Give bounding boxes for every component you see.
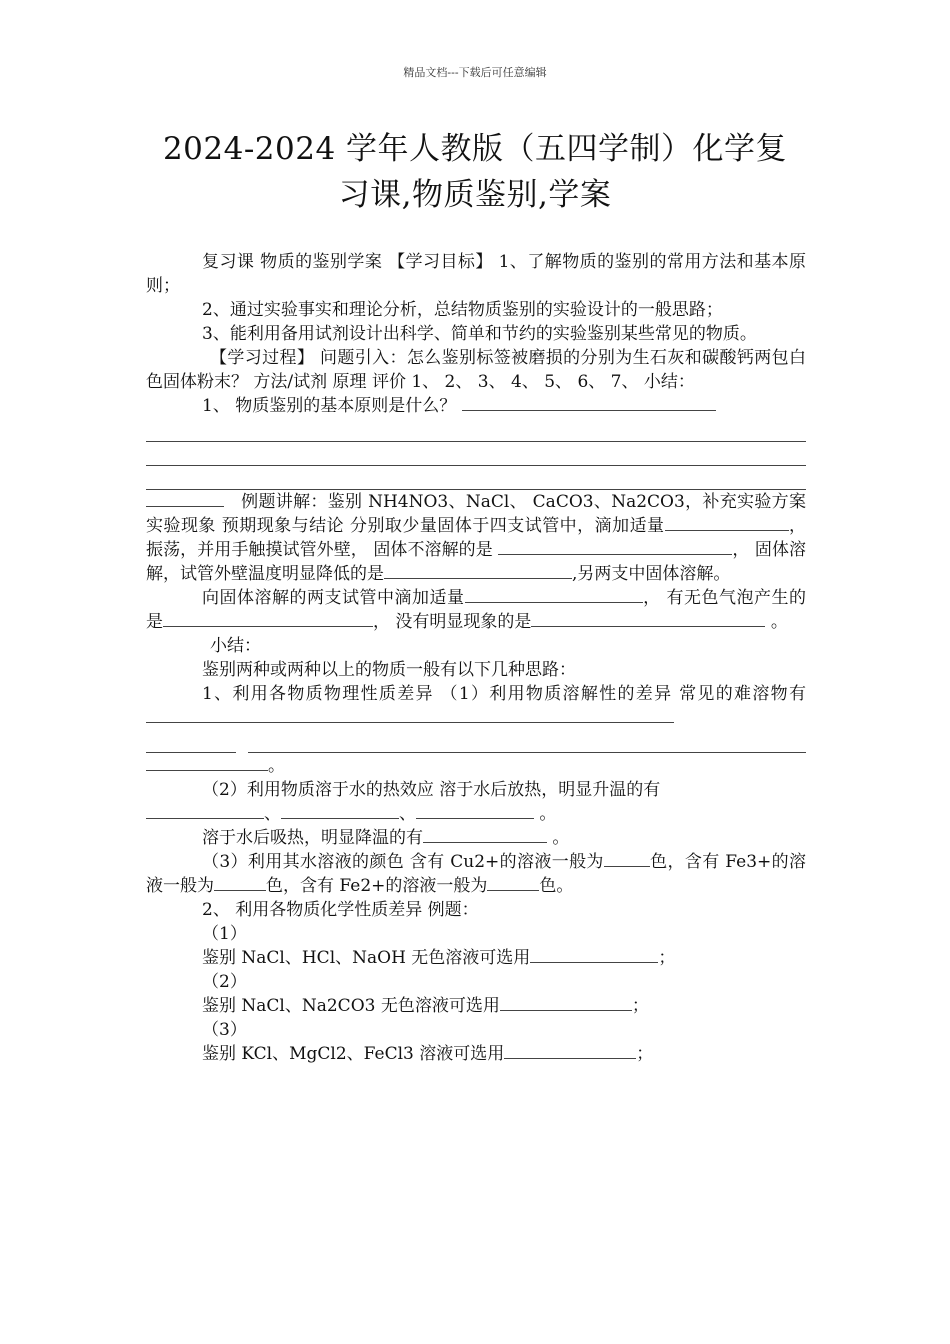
answer-blank[interactable]: [665, 514, 789, 531]
answer-blank[interactable]: [504, 1042, 636, 1059]
exercise-3-text: 鉴别 KCl、MgCl2、FeCl3 溶液可选用: [202, 1044, 505, 1064]
answer-blank[interactable]: [530, 946, 658, 963]
summary-heading: 小结：: [210, 636, 261, 656]
summary-line-2-text: 1、利用各物质物理性质差异 （1）利用物质溶解性的差异 常见的难溶物有: [202, 684, 806, 704]
answer-line[interactable]: [146, 466, 806, 490]
answer-blank[interactable]: [248, 736, 806, 753]
exercise-2-text: 鉴别 NaCl、Na2CO3 无色溶液可选用: [202, 996, 500, 1016]
summary-line-2-end: [146, 754, 806, 778]
answer-blank[interactable]: [498, 538, 732, 555]
heat-effect-blanks: [146, 802, 806, 826]
summary-line-1: 鉴别两种或两种以上的物质一般有以下几种思路：: [202, 660, 576, 680]
answer-blank[interactable]: [146, 706, 674, 723]
exercise-3-end: ；: [636, 1044, 654, 1064]
cooling-text: 溶于水后吸热，明显降温的有: [202, 828, 423, 848]
color-text-a: （3）利用其水溶液的颜色 含有 Cu2+的溶液一般为: [202, 852, 604, 872]
answer-blank[interactable]: [146, 736, 236, 753]
paragraph-process: 【学习过程】 问题引入：怎么鉴别标签被磨损的分别为生石灰和碳酸钙两包白色固体粉末？ 方法/试剂 原理 评价 1、 2、 3、 4、 5、 6、 7、 小结：: [146, 348, 806, 392]
example2-text-b: ， 有无色气泡产生的是: [146, 588, 807, 632]
answer-blank[interactable]: [423, 826, 547, 843]
answer-blank[interactable]: [465, 586, 643, 603]
answer-line[interactable]: [146, 418, 806, 442]
question-1: [146, 394, 806, 418]
document-body: [146, 250, 806, 1066]
item-number-1: （1）: [202, 924, 247, 944]
period: 。: [268, 756, 285, 776]
answer-blank[interactable]: [146, 490, 224, 507]
answer-blank[interactable]: [146, 754, 268, 771]
paragraph-objective-2: 2、通过实验事实和理论分析，总结物质鉴别的实验设计的一般思路；: [202, 300, 723, 320]
answer-blank[interactable]: [604, 850, 650, 867]
exercise-2-end: ；: [631, 996, 649, 1016]
answer-blank[interactable]: [281, 802, 399, 819]
answer-blank[interactable]: [416, 802, 534, 819]
title-line-2: 习课,物质鉴别,学案: [338, 177, 612, 213]
exercise-3: [146, 1042, 806, 1066]
exercise-1-text: 鉴别 NaCl、HCl、NaOH 无色溶液可选用: [202, 948, 531, 968]
color-line: [146, 850, 806, 898]
color-text-d: 色。: [539, 876, 574, 896]
item-number-3: （3）: [202, 1020, 247, 1040]
answer-blank[interactable]: [601, 610, 765, 627]
answer-blank[interactable]: [214, 874, 266, 891]
summary-line-2: [146, 682, 806, 730]
paragraph-objective-1: 复习课 物质的鉴别学案 【学习目标】 1、了解物质的鉴别的常用方法和基本原则；: [146, 252, 806, 296]
cooling-end: 。: [552, 828, 570, 848]
item-number-2: （2）: [202, 972, 247, 992]
paragraph-objective-3: 3、能利用备用试剂设计出科学、简单和节约的实验鉴别某些常见的物质。: [202, 324, 757, 344]
example-text-c: ， 固体溶解，试管外壁温度明显降低的是: [146, 540, 807, 584]
example-text-d: ,另两支中固体溶解。: [572, 564, 731, 584]
answer-blank[interactable]: [500, 994, 632, 1011]
answer-line-split: [146, 730, 806, 754]
chemical-property-line: 2、 利用各物质化学性质差异 例题：: [202, 900, 479, 920]
answer-blank[interactable]: [146, 802, 264, 819]
example2-text-c: ， 没有明显现象的是: [373, 612, 532, 632]
example2-text-a: 向固体溶解的两支试管中滴加适量: [202, 588, 465, 608]
separator: 、: [399, 804, 416, 824]
exercise-1-end: ；: [658, 948, 676, 968]
answer-line[interactable]: [146, 442, 806, 466]
cooling-line: [146, 826, 806, 850]
heat-effect-line: （2）利用物质溶于水的热效应 溶于水后放热，明显升温的有: [202, 780, 661, 800]
title-line-1: 2024-2024 学年人教版（五四学制）化学复: [162, 131, 788, 167]
example2-end: 。: [770, 612, 788, 632]
exercise-1: [146, 946, 806, 970]
answer-blank[interactable]: [384, 562, 572, 579]
answer-blank[interactable]: [163, 610, 373, 627]
page-title: [120, 126, 830, 218]
example-text-a: 例题讲解：鉴别 NH4NO3、NaCl、 CaCO3、Na2CO3，补充实验方案 实验现象 预期现象与结论 分别取少量固体于四支试管中，滴加适量: [146, 492, 806, 536]
answer-blank[interactable]: [531, 610, 601, 627]
heat-effect-end: 。: [539, 804, 557, 824]
question-1-text: 1、 物质鉴别的基本原则是什么？: [202, 396, 457, 416]
example-text-b: ，振荡，并用手触摸试管外壁， 固体不溶解的是: [146, 516, 807, 560]
color-text-c: 色，含有 Fe2+的溶液一般为: [266, 876, 488, 896]
page-header: 精品文档---下载后可任意编辑: [403, 66, 547, 79]
answer-blank[interactable]: [487, 874, 539, 891]
color-text-b: 色，含有 Fe3+的溶液一般为: [146, 852, 807, 896]
answer-blank[interactable]: [462, 394, 716, 411]
example-paragraph-2: [146, 586, 806, 634]
example-paragraph: [146, 490, 806, 586]
exercise-2: [146, 994, 806, 1018]
separator: 、: [264, 804, 281, 824]
